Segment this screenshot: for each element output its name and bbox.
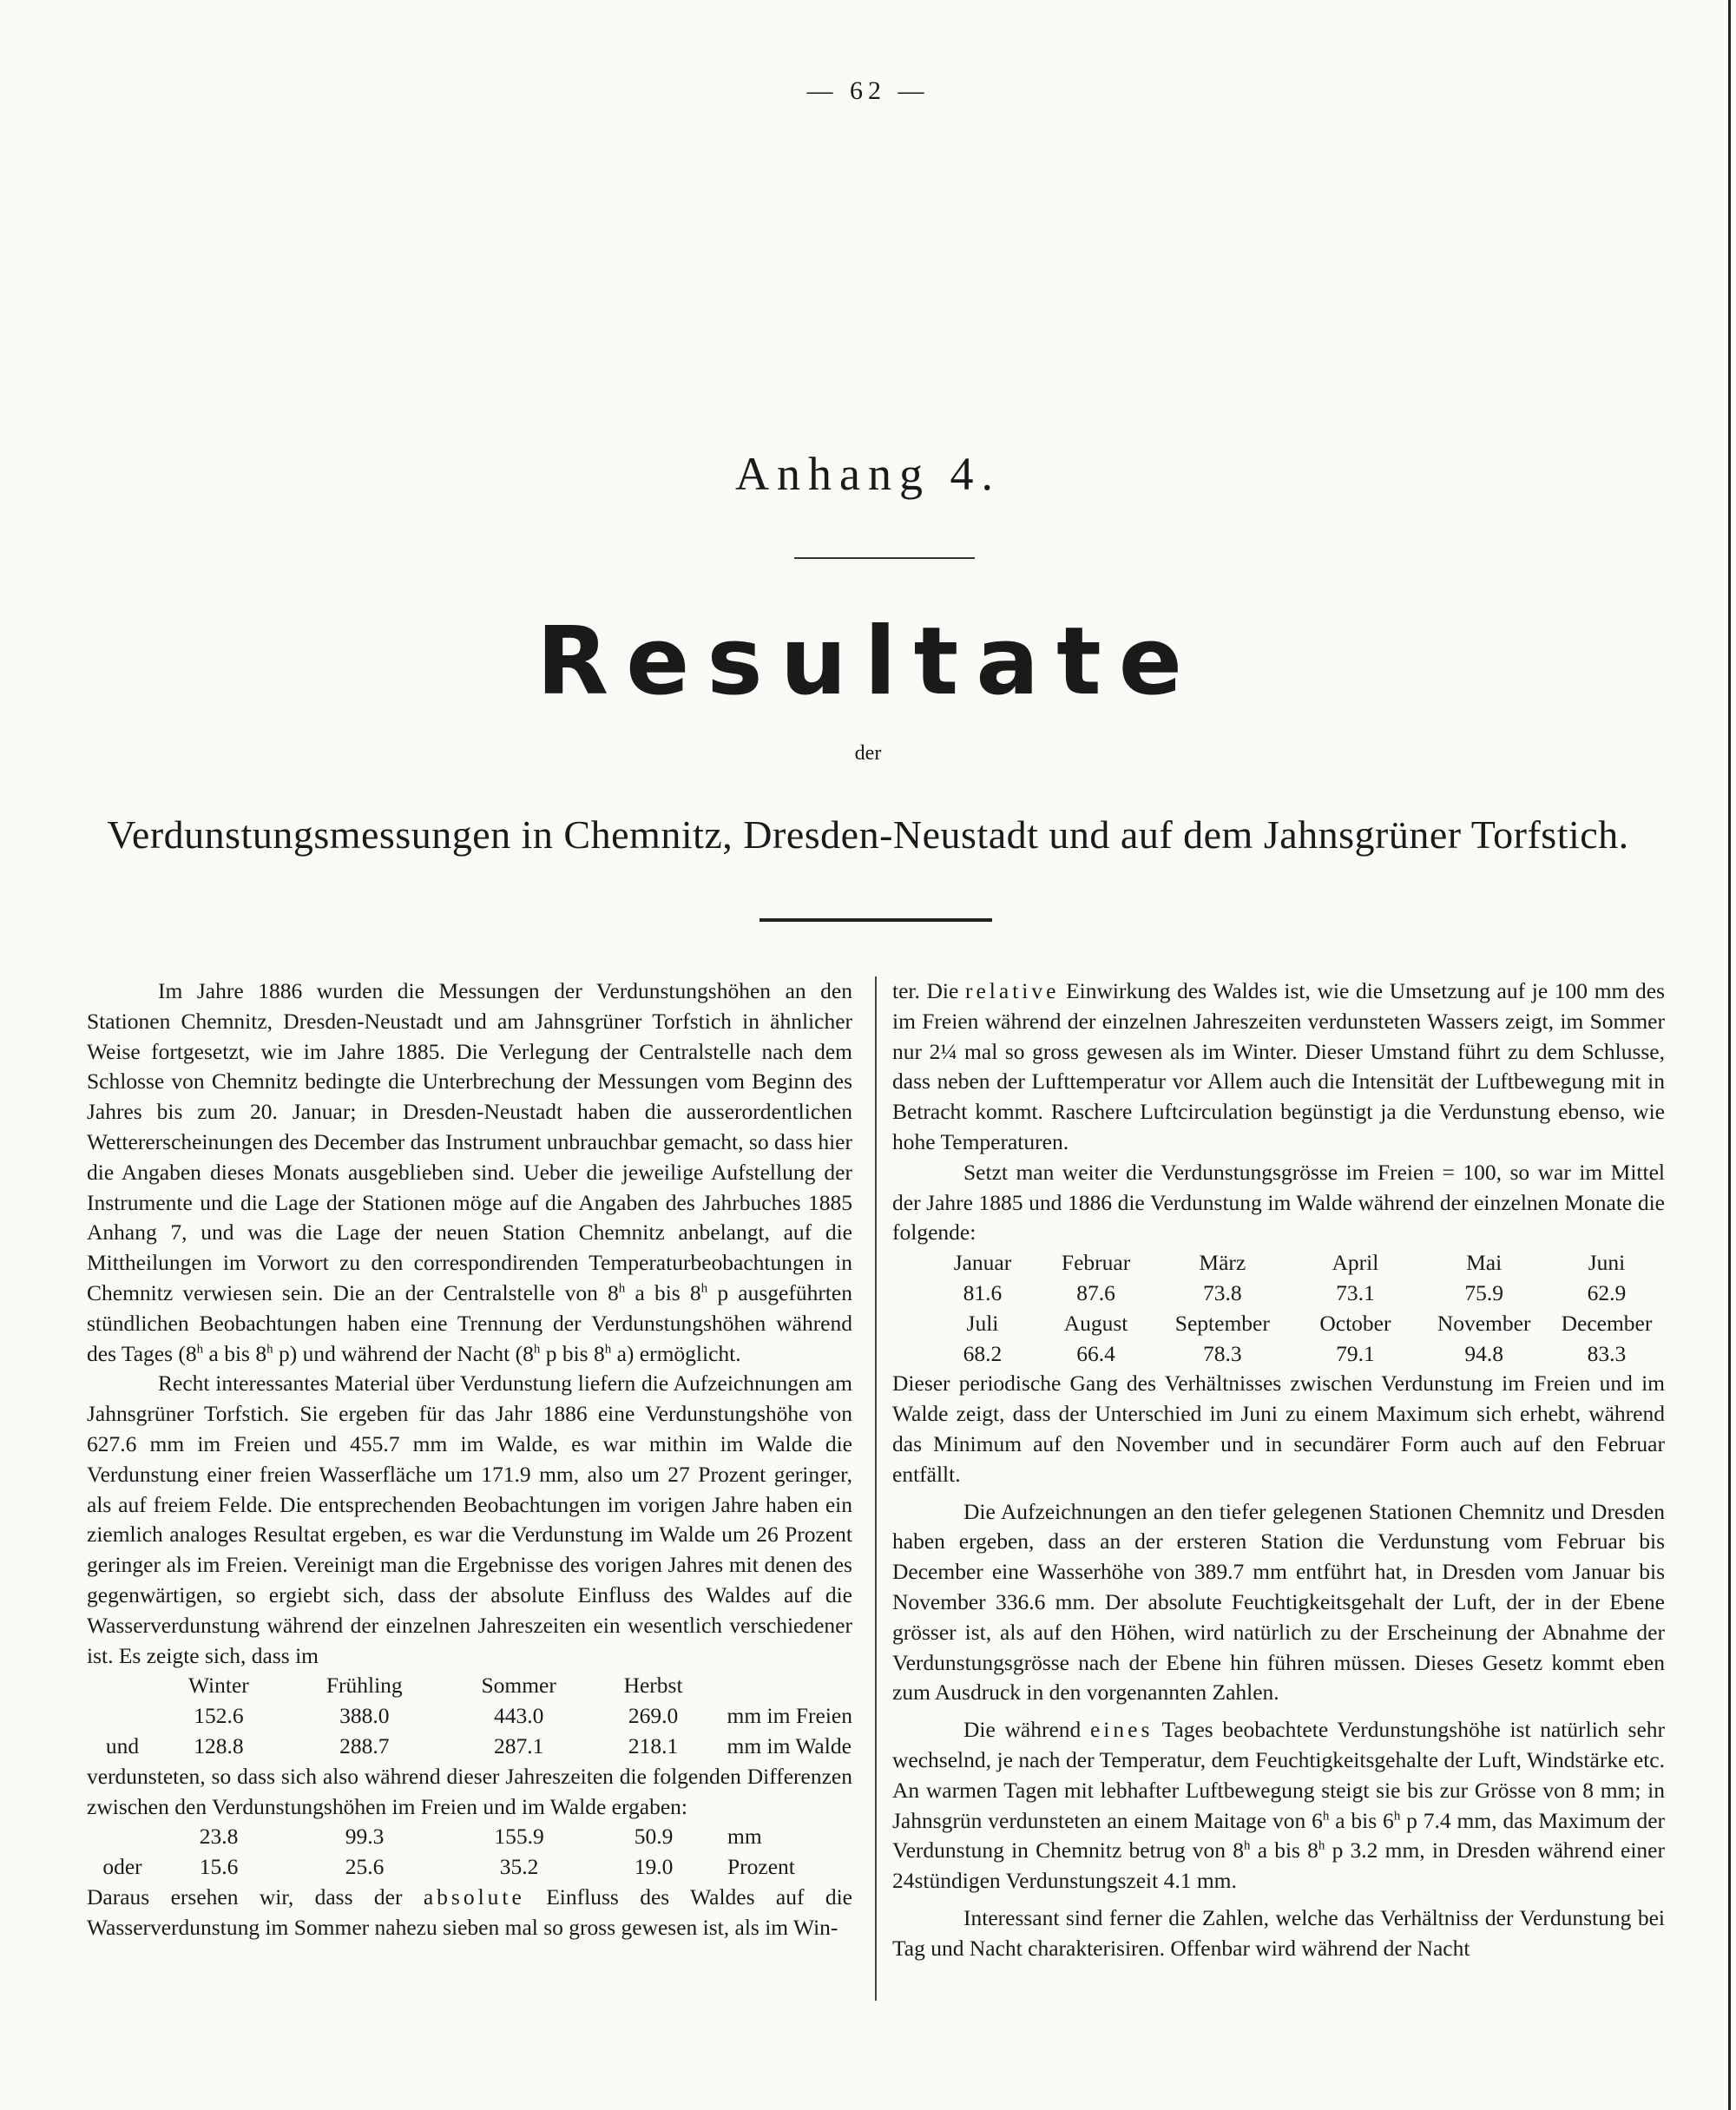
month-name-cell: Juli <box>966 1310 999 1336</box>
left-p1-sup: h <box>618 1281 626 1296</box>
season-cell: 152.6 <box>194 1703 244 1729</box>
month-value-cell: 94.8 <box>1464 1340 1503 1366</box>
month-value-cell: 78.3 <box>1203 1340 1242 1366</box>
page-number: — 62 — <box>806 76 930 105</box>
page-edge-line <box>1728 0 1731 2110</box>
season-row-prefix <box>87 1701 158 1732</box>
page-subtitle: Verdunstungsmessungen in Chemnitz, Dresden-Neustadt und auf dem Jahnsgrüner Torfstich. <box>107 812 1629 857</box>
diff-cell: 50.9 <box>634 1824 674 1850</box>
right-p5-emphasis: eines <box>1089 1717 1154 1743</box>
table-row <box>927 1309 1665 1339</box>
table-row <box>87 1732 852 1762</box>
left-p1-text: p ausgeführten stündlichen Beobachtungen haben eine Trennung der Verdunstungshöhen während des Tages (8 <box>87 1279 852 1366</box>
month-value-cell: 66.4 <box>1076 1340 1115 1366</box>
season-cell: 128.8 <box>194 1732 244 1758</box>
right-paragraph-1 <box>892 976 1665 1158</box>
season-table-header <box>87 1671 852 1701</box>
month-name-cell: October <box>1319 1310 1391 1336</box>
table-row <box>87 1701 852 1732</box>
month-name-cell: November <box>1437 1310 1531 1336</box>
left-p4-text: Daraus ersehen wir, dass der <box>87 1883 403 1910</box>
season-cell: 287.1 <box>493 1732 544 1758</box>
diff-row-prefix <box>87 1822 158 1852</box>
season-header-cell: Herbst <box>623 1673 683 1699</box>
left-p1-text: a) ermöglicht. <box>611 1340 741 1366</box>
month-value-cell: 62.9 <box>1587 1279 1627 1305</box>
right-column <box>892 976 1665 1964</box>
right-p5-text: Die während <box>963 1717 1082 1743</box>
table-row <box>927 1278 1665 1309</box>
month-value-cell: 83.3 <box>1587 1340 1627 1366</box>
month-name-cell: September <box>1174 1310 1270 1336</box>
right-p5-sup: h <box>1318 1838 1325 1853</box>
left-p1-text: p) und während der Nacht (8 <box>273 1340 534 1366</box>
left-p1-text: Im Jahre 1886 wurden die Messungen der Verdunstungshöhen an den Stationen Chemnitz, Dresden-Neustadt und am Jahnsgrüner Torfstich in ähnlicher Weise fortgesetzt, wie im Jahre 1885. Die Verlegung der Centralstelle nach dem Schlosse von Chemnitz bedingte die Unterbrechung der Messungen vom Beginn des Jahres bis zum 20. Januar; in Dresden-Neustadt haben die ausserordentlichen Wettererscheinungen des December das Instrument unbrauchbar gemacht, so dass hier die Angaben dieses Monats ausgeblieben sind. Ueber die jeweilige Aufstellung der Instrumente und die Lage der Stationen möge auf die Angaben des Jahrbuches 1885 Anhang 7, und was die Lage der neuen Station Chemnitz anbelangt, auf die Mittheilungen im Vorwort zu den correspondirenden Temperaturbeobachtungen in Chemnitz verwiesen sein. Die an der Centralstelle von <box>87 978 852 1305</box>
diff-cell: 15.6 <box>199 1854 239 1880</box>
month-value-cell: 73.8 <box>1203 1279 1242 1305</box>
season-unit: mm im Walde <box>727 1732 852 1758</box>
right-p1-emphasis: relative <box>964 978 1060 1003</box>
month-name-cell: April <box>1332 1250 1379 1276</box>
left-p1-sup: h <box>533 1342 541 1357</box>
season-cell: 269.0 <box>628 1703 679 1729</box>
month-name-cell: Juni <box>1588 1250 1626 1276</box>
month-value-cell: 79.1 <box>1336 1340 1375 1366</box>
right-paragraph-5 <box>892 1715 1665 1896</box>
month-name-cell: Januar <box>953 1250 1012 1276</box>
season-cell: 218.1 <box>628 1732 679 1758</box>
right-p5-text: Tages beobachtete Verdunstungshöhe ist natürlich sehr wechselnd, je nach der Temperatur, dem Feuchtigkeitsgehalte der Luft, Windstärke etc. An warmen Tagen mit lebhafter Luftbewegung steigt sie bis zur Grösse von 8 mm; in Jahnsgrün verdunsteten an einem Maitage von 6 <box>892 1717 1666 1833</box>
left-p4-emphasis: absolute <box>423 1883 525 1910</box>
left-p1-sup: h <box>196 1342 204 1357</box>
left-p1-text: a bis 8 <box>625 1279 701 1305</box>
table-row <box>87 1822 795 1852</box>
month-name-cell: Februar <box>1061 1250 1131 1276</box>
right-p5-text: p 7.4 mm, das Maximum der Verdunstung in Chemnitz betrug von 8 <box>892 1807 1666 1864</box>
right-p5-text: a bis 6 <box>1329 1807 1394 1833</box>
month-value-cell: 73.1 <box>1336 1279 1375 1305</box>
right-p1-text: Einwirkung des Waldes ist, wie die Umsetzung auf je 100 mm des im Freien während der einzelnen Jahreszeiten verdunsteten Wassers zeigt, im Sommer nur 2¼ mal so gross gewesen als im Winter. Dieser Umstand führt zu dem Schlusse, dass neben der Lufttemperatur vor Allem auch die Intensität der Luftbewegung mit in Betracht kommt. Raschere Luftcirculation begünstigt ja die Verdunstung ebenso, wie hohe Temperaturen. <box>892 978 1666 1154</box>
title-rule-top <box>794 557 975 559</box>
left-p1-sup: h <box>266 1342 273 1357</box>
right-paragraph-4: Die Aufzeichnungen an den tiefer gelegenen Stationen Chemnitz und Dresden haben ergeben, dass an der ersteren Station die Verdunstung vom Februar bis December eine Wasserhöhe von 389.7 mm entführt hat, in Dresden vom Januar bis November 336.6 mm. Der absolute Feuchtigkeitsgehalt der Luft, der in der Ebene grösser ist, als auf den Höhen, wird natürlich zu der Erscheinung der Abnahme der Verdunstungsgrösse nach der Ebene hin führen müssen. Dieses Gesetz kommt eben zum Ausdruck in den vorgenannten Zahlen. <box>892 1498 1665 1706</box>
right-p5-sup: h <box>1322 1809 1330 1824</box>
right-paragraph-2: Setzt man weiter die Verdunstungsgrösse im Freien = 100, so war im Mittel der Jahre 1885 und 1886 die Verdunstung im Walde während der einzelnen Monate die folgende: <box>892 1159 1665 1246</box>
right-p5-sup: h <box>1244 1838 1251 1853</box>
right-p5-sup: h <box>1393 1809 1401 1824</box>
season-cell: 443.0 <box>493 1703 544 1729</box>
season-row-prefix: und <box>105 1732 140 1758</box>
left-p1-hour: 8 <box>608 1279 619 1305</box>
diff-cell: 19.0 <box>634 1854 674 1880</box>
right-paragraph-6: Interessant sind ferner die Zahlen, welche das Verhältniss der Verdunstung bei Tag und Nacht charakterisiren. Offenbar wird während der Nacht <box>892 1904 1665 1961</box>
difference-table <box>87 1822 795 1883</box>
title-connector: der <box>854 742 882 765</box>
left-paragraph-1 <box>87 976 852 1369</box>
diff-unit: mm <box>727 1824 762 1850</box>
season-unit: mm im Freien <box>727 1703 852 1729</box>
left-paragraph-2: Recht interessantes Material über Verdunstung liefern die Aufzeichnungen am Jahnsgrüner Torfstich. Sie ergeben für das Jahr 1886 eine Verdunstungshöhe von 627.6 mm im Freien und 455.7 mm im Walde, es war mithin im Walde die Verdunstung einer freien Wasserfläche um 171.9 mm, also um 27 Prozent geringer, als auf freiem Felde. Die entsprechenden Beobachtungen im vorigen Jahre haben ein ziemlich analoges Resultat ergeben, es war die Verdunstung im Walde um 26 Prozent geringer als im Freien. Vereinigt man die Ergebnisse des vorigen Jahres mit denen des gegenwärtigen, so ergiebt sich, dass der absolute Einfluss des Waldes auf die Wasserverdunstung während der einzelnen Jahreszeiten ein wesentlich verschiedener ist. Es zeigte sich, dass im <box>87 1371 852 1668</box>
left-paragraph-3: verdunsteten, so dass sich also während dieser Jahreszeiten die folgenden Differenzen zwischen den Verdunstungshöhen im Freien und im Walde ergaben: <box>87 1763 852 1819</box>
diff-cell: 23.8 <box>199 1824 239 1850</box>
month-name-cell: December <box>1561 1310 1653 1336</box>
table-row <box>927 1248 1665 1278</box>
left-p1-text: a bis 8 <box>203 1340 267 1366</box>
season-table <box>87 1671 852 1761</box>
diff-row-prefix: oder <box>102 1854 142 1880</box>
diff-cell: 25.6 <box>345 1854 385 1880</box>
season-cell: 288.7 <box>339 1732 390 1758</box>
season-cell: 388.0 <box>339 1703 390 1729</box>
season-header-cell: Sommer <box>481 1673 556 1699</box>
month-name-cell: August <box>1063 1310 1128 1336</box>
month-value-cell: 87.6 <box>1076 1279 1115 1305</box>
diff-cell: 35.2 <box>499 1854 539 1880</box>
season-header-cell: Winter <box>188 1673 249 1699</box>
right-paragraph-3: Dieser periodische Gang des Verhältnisses zwischen Verdunstung im Freien und im Walde zeigt, dass der Unterschied im Juni zu einem Maximum sich erhebt, während das Minimum auf den November und in secundärer Form auch auf den Februar entfällt. <box>892 1371 1665 1487</box>
table-row <box>87 1852 795 1883</box>
right-p5-text: a bis 8 <box>1250 1837 1318 1864</box>
left-p1-sup: h <box>700 1281 708 1296</box>
left-p4-text: Einfluss des Waldes auf die Wasserverdunstung im Sommer nahezu sieben mal so gross gewesen ist, als im Win- <box>87 1883 853 1940</box>
season-header-cell: Frühling <box>326 1673 403 1699</box>
month-value-cell: 81.6 <box>963 1279 1003 1305</box>
title-rule-bottom <box>760 918 992 922</box>
table-row <box>927 1339 1665 1370</box>
column-divider <box>875 976 877 2001</box>
month-value-cell: 68.2 <box>963 1340 1003 1366</box>
page-title: Resultate <box>536 608 1200 716</box>
month-table <box>927 1248 1665 1369</box>
left-column <box>87 976 852 1943</box>
diff-cell: 155.9 <box>494 1824 544 1850</box>
month-value-cell: 75.9 <box>1464 1279 1503 1305</box>
appendix-label: Anhang 4. <box>735 448 1001 500</box>
left-paragraph-4 <box>87 1883 852 1943</box>
diff-cell: 99.3 <box>345 1824 385 1850</box>
month-name-cell: März <box>1199 1250 1246 1276</box>
diff-unit: Prozent <box>727 1854 795 1880</box>
right-p5-text: p 3.2 mm, in Dresden während einer 24stündigen Verdunstungszeit 4.1 mm. <box>892 1837 1665 1894</box>
left-p1-text: p bis 8 <box>540 1340 605 1366</box>
right-p1-text: ter. Die <box>892 978 959 1003</box>
left-p1-sup: h <box>604 1342 612 1357</box>
month-name-cell: Mai <box>1466 1250 1503 1276</box>
